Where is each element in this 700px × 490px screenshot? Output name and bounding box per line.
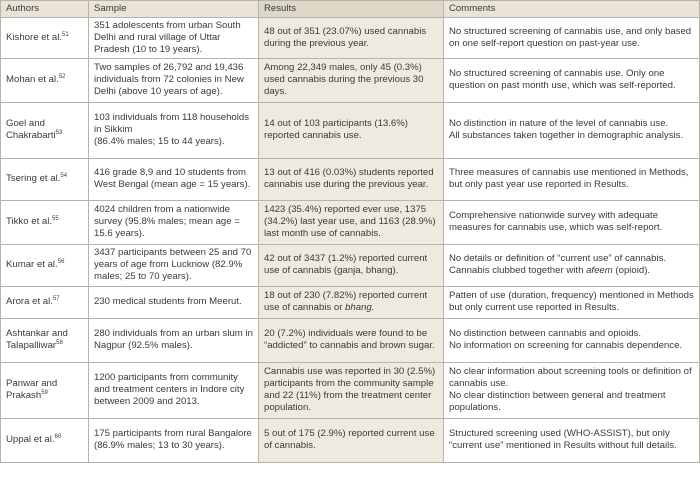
- header-row: [1, 1, 700, 18]
- comments-cell: Three measures of cannabis use mentioned in Methods, but only past year use reported in Results.: [444, 158, 700, 200]
- comments-cell: No clear information about screening tools or definition of cannabis use. No clear distinction between general and treatment populations.: [444, 362, 700, 418]
- comments-cell: No details or definition of “current use” of cannabis. Cannabis clubbed together with afeem (opioid).: [444, 244, 700, 286]
- author-cell: Uppal et al.$^{60}$: [1, 418, 89, 462]
- header-results: Results: [259, 1, 444, 18]
- author-cell: Tikko et al.$^{55}$: [1, 200, 89, 244]
- table-row: [1, 58, 700, 102]
- author-cell: Tsering et al.$^{54}$: [1, 158, 89, 200]
- sample-cell: 1200 participants from community and treatment centers in Indore city between 2009 and 2013.: [89, 362, 259, 418]
- table-row: [1, 102, 700, 158]
- results-cell: 13 out of 416 (0.03%) students reported cannabis use during the previous year.: [259, 158, 444, 200]
- author-cell: Kishore et al.$^{51}$: [1, 18, 89, 59]
- header-sample: Sample: [89, 1, 259, 18]
- sample-cell: 230 medical students from Meerut.: [89, 286, 259, 318]
- results-cell: Cannabis use was reported in 30 (2.5%) participants from the community sample and 22 (11%) from the treatment center population.: [259, 362, 444, 418]
- table-row: [1, 418, 700, 462]
- author-cell: Arora et al.$^{57}$: [1, 286, 89, 318]
- author-cell: Mohan et al.$^{52}$: [1, 58, 89, 102]
- table-row: [1, 158, 700, 200]
- results-cell: Among 22,349 males, only 45 (0.3%) used cannabis during the previous 30 days.: [259, 58, 444, 102]
- comments-cell: Comprehensive nationwide survey with adequate measures for cannabis use, which was self-report.: [444, 200, 700, 244]
- author-cell: Ashtankar and Talapalliwar$^{58}$: [1, 318, 89, 362]
- table-row: [1, 362, 700, 418]
- sample-cell: 280 individuals from an urban slum in Nagpur (92.5% males).: [89, 318, 259, 362]
- author-cell: Goel and Chakrabarti$^{53}$: [1, 102, 89, 158]
- table-row: [1, 286, 700, 318]
- sample-cell: 3437 participants between 25 and 70 years of age from Lucknow (82.9% males; 25 to 70 years).: [89, 244, 259, 286]
- sample-cell: 416 grade 8,9 and 10 students from West Bengal (mean age = 15 years).: [89, 158, 259, 200]
- comments-cell: No structured screening of cannabis use. Only one question on past month use, which was self-reported.: [444, 58, 700, 102]
- table-row: [1, 200, 700, 244]
- table-row: [1, 318, 700, 362]
- comments-cell: Structured screening used (WHO-ASSIST), but only “current use” mentioned in Results without full details.: [444, 418, 700, 462]
- table-row: [1, 244, 700, 286]
- sample-cell: 175 participants from rural Bangalore (86.9% males; 13 to 30 years).: [89, 418, 259, 462]
- comments-cell: No structured screening of cannabis use, and only based on one self-report question on past-year use.: [444, 18, 700, 59]
- sample-cell: Two samples of 26,792 and 19,436 individuals from 72 colonies in New Delhi (above 10 years of age).: [89, 58, 259, 102]
- results-cell: 18 out of 230 (7.82%) reported current use of cannabis or bhang.: [259, 286, 444, 318]
- header-authors: Authors: [1, 1, 89, 18]
- comments-cell: No distinction in nature of the level of cannabis use. All substances taken together in demographic analysis.: [444, 102, 700, 158]
- results-cell: 20 (7.2%) individuals were found to be “addicted” to cannabis and brown sugar.: [259, 318, 444, 362]
- results-cell: 48 out of 351 (23.07%) used cannabis during the previous year.: [259, 18, 444, 59]
- results-cell: 42 out of 3437 (1.2%) reported current use of cannabis (ganja, bhang).: [259, 244, 444, 286]
- table-row: [1, 18, 700, 59]
- results-cell: 1423 (35.4%) reported ever use, 1375 (34.2%) last year use, and 1163 (28.9%) last month use of cannabis.: [259, 200, 444, 244]
- author-cell: Kumar et al.$^{56}$: [1, 244, 89, 286]
- author-cell: Panwar and Prakash$^{59}$: [1, 362, 89, 418]
- sample-cell: 103 individuals from 118 households in Sikkim (86.4% males; 15 to 44 years).: [89, 102, 259, 158]
- results-cell: 14 out of 103 participants (13.6%) reported cannabis use.: [259, 102, 444, 158]
- comments-cell: No distinction between cannabis and opioids. No information on screening for cannabis dependence.: [444, 318, 700, 362]
- sample-cell: 351 adolescents from urban South Delhi and rural village of Uttar Pradesh (10 to 19 years).: [89, 18, 259, 59]
- comments-cell: Patten of use (duration, frequency) mentioned in Methods but only current use reported in Results.: [444, 286, 700, 318]
- sample-cell: 4024 children from a nationwide survey (95.8% males; mean age = 15.6 years).: [89, 200, 259, 244]
- results-cell: 5 out of 175 (2.9%) reported current use of cannabis.: [259, 418, 444, 462]
- header-comments: Comments: [444, 1, 700, 18]
